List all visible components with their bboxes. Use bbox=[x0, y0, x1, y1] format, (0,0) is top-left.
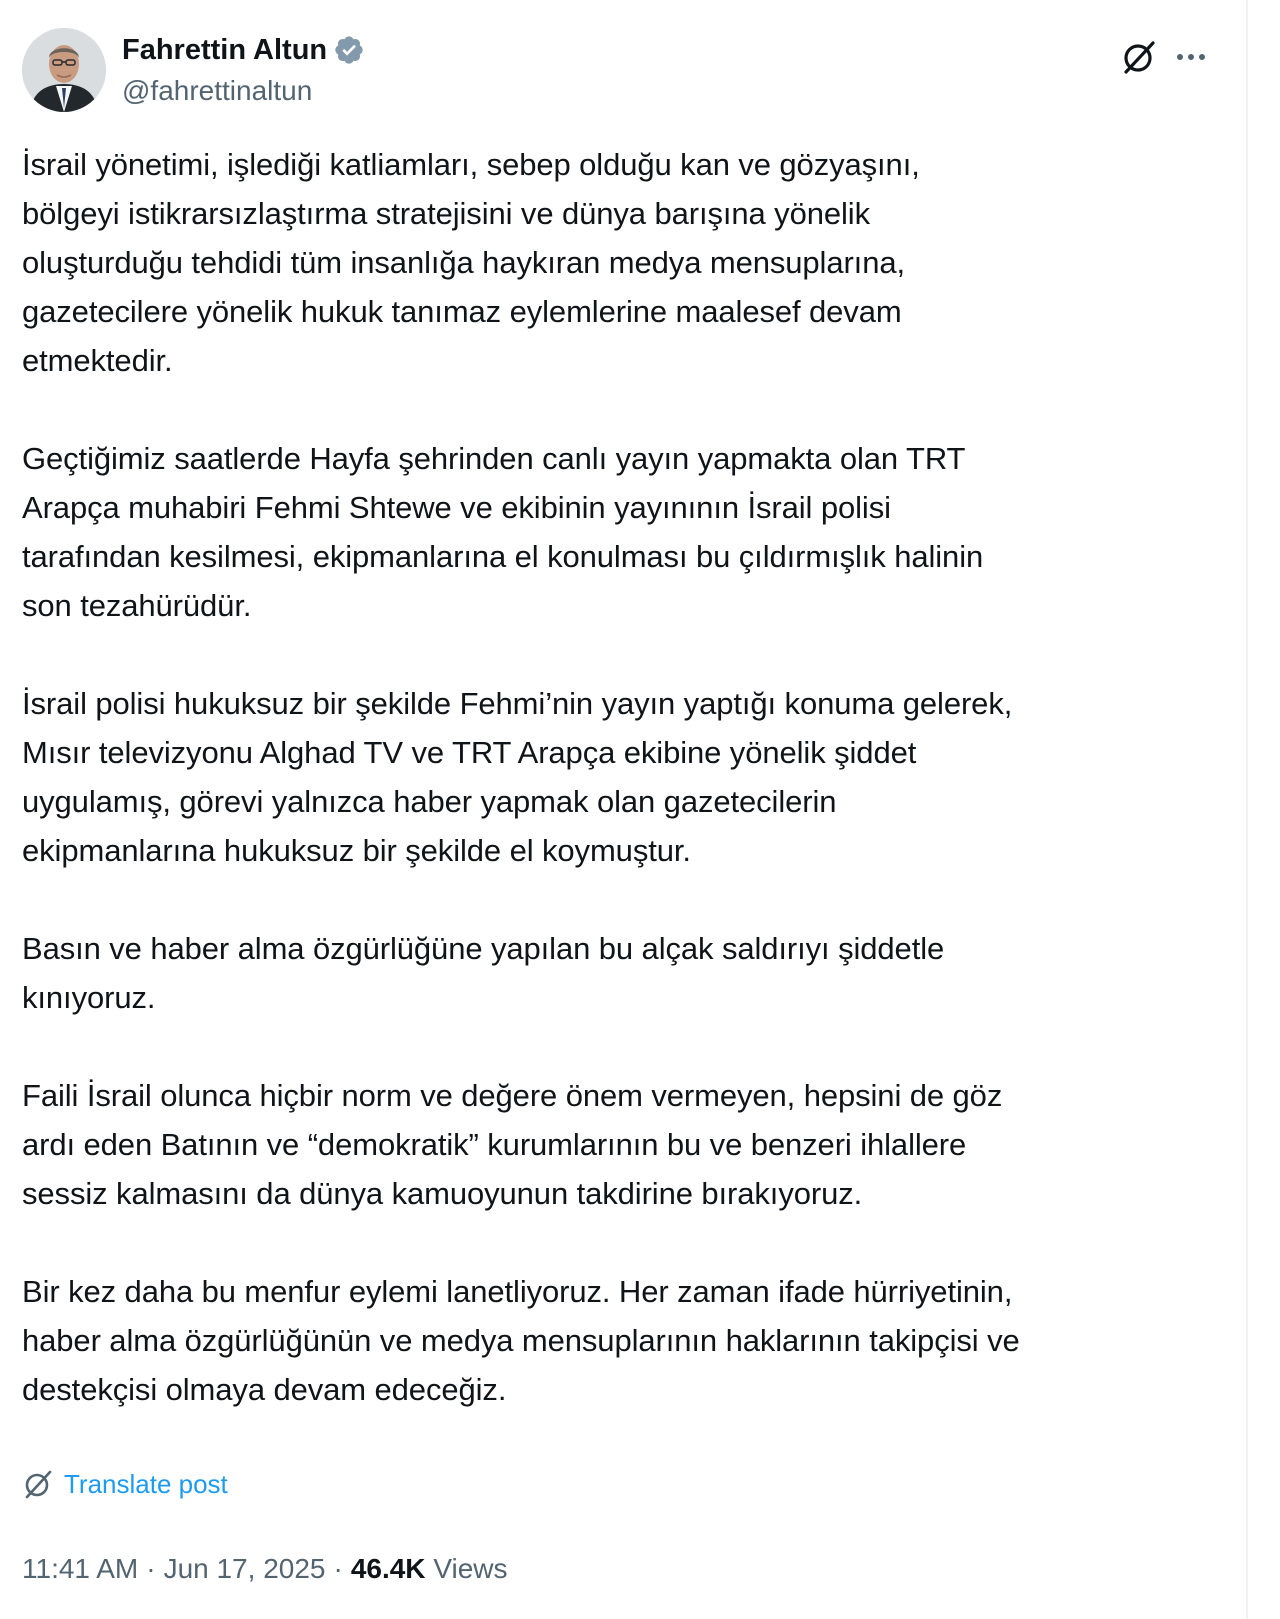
tweet-meta bbox=[22, 1552, 508, 1586]
views-label: Views bbox=[433, 1553, 508, 1584]
text-line: kınıyoruz. bbox=[22, 980, 156, 1015]
translate-icon bbox=[22, 1468, 54, 1500]
text-line: Mısır televizyonu Alghad TV ve TRT Arapça ekibine yönelik şiddet bbox=[22, 735, 917, 770]
avatar[interactable] bbox=[22, 28, 106, 112]
tweet-text bbox=[22, 140, 1222, 1463]
text-line: Basın ve haber alma özgürlüğüne yapılan bu alçak saldırıyı şiddetle bbox=[22, 931, 945, 966]
author-handle[interactable]: @fahrettinaltun bbox=[122, 75, 313, 106]
text-line: Faili İsrail olunca hiçbir norm ve değere önem vermeyen, hepsini de göz bbox=[22, 1078, 1003, 1113]
text-line: tarafından kesilmesi, ekipmanlarına el konulması bu çıldırmışlık halinin bbox=[22, 539, 984, 574]
translate-label[interactable]: Translate post bbox=[64, 1469, 228, 1499]
meta-separator: · bbox=[333, 1553, 343, 1584]
tweet-paragraph bbox=[22, 1071, 1222, 1218]
tweet-paragraph bbox=[22, 924, 1222, 1022]
translate-post-link[interactable] bbox=[22, 1468, 228, 1500]
text-line: destekçisi olmaya devam edeceğiz. bbox=[22, 1372, 507, 1407]
tweet-header bbox=[22, 28, 1222, 118]
tweet-date[interactable]: Jun 17, 2025 bbox=[163, 1553, 326, 1584]
text-line: bölgeyi istikrarsızlaştırma stratejisini ve dünya barışına yönelik bbox=[22, 196, 870, 231]
author-name-row bbox=[122, 32, 365, 68]
text-line: oluşturduğu tehdidi tüm insanlığa haykıran medya mensuplarına, bbox=[22, 245, 905, 280]
text-line: Bir kez daha bu menfur eylemi lanetliyoruz. Her zaman ifade hürriyetinin, bbox=[22, 1274, 1013, 1309]
text-line: gazetecilere yönelik hukuk tanımaz eylemlerine maalesef devam bbox=[22, 294, 902, 329]
views-count: 46.4K bbox=[350, 1553, 426, 1584]
text-line: son tezahürüdür. bbox=[22, 588, 252, 623]
tweet-paragraph bbox=[22, 1267, 1222, 1414]
text-line: etmektedir. bbox=[22, 343, 173, 378]
tweet-paragraph bbox=[22, 140, 1222, 385]
column-divider bbox=[1246, 0, 1248, 1619]
text-line: haber alma özgürlüğünün ve medya mensuplarının haklarının takipçisi ve bbox=[22, 1323, 1020, 1358]
avatar-image bbox=[22, 28, 106, 112]
meta-separator: · bbox=[146, 1553, 156, 1584]
text-line: Arapça muhabiri Fehmi Shtewe ve ekibinin yayınının İsrail polisi bbox=[22, 490, 891, 525]
more-icon[interactable] bbox=[1172, 40, 1210, 74]
text-line: İsrail yönetimi, işlediği katliamları, sebep olduğu kan ve gözyaşını, bbox=[22, 147, 920, 182]
display-name[interactable]: Fahrettin Altun bbox=[122, 34, 328, 66]
text-line: uygulamış, görevi yalnızca haber yapmak olan gazetecilerin bbox=[22, 784, 837, 819]
grok-icon[interactable] bbox=[1120, 38, 1158, 76]
text-line: Geçtiğimiz saatlerde Hayfa şehrinden canlı yayın yapmakta olan TRT bbox=[22, 441, 966, 476]
tweet-time[interactable]: 11:41 AM bbox=[22, 1553, 139, 1584]
text-line: sessiz kalmasını da dünya kamuoyunun takdirine bırakıyoruz. bbox=[22, 1176, 863, 1211]
tweet-paragraph bbox=[22, 434, 1222, 630]
tweet-paragraph bbox=[22, 679, 1222, 875]
text-line: ekipmanlarına hukuksuz bir şekilde el koymuştur. bbox=[22, 833, 691, 868]
text-line: İsrail polisi hukuksuz bir şekilde Fehmi’nin yayın yaptığı konuma gelerek, bbox=[22, 686, 1013, 721]
verified-badge-icon bbox=[333, 34, 365, 66]
text-line: ardı eden Batının ve “demokratik” kurumlarının bu ve benzeri ihlallere bbox=[22, 1127, 967, 1162]
